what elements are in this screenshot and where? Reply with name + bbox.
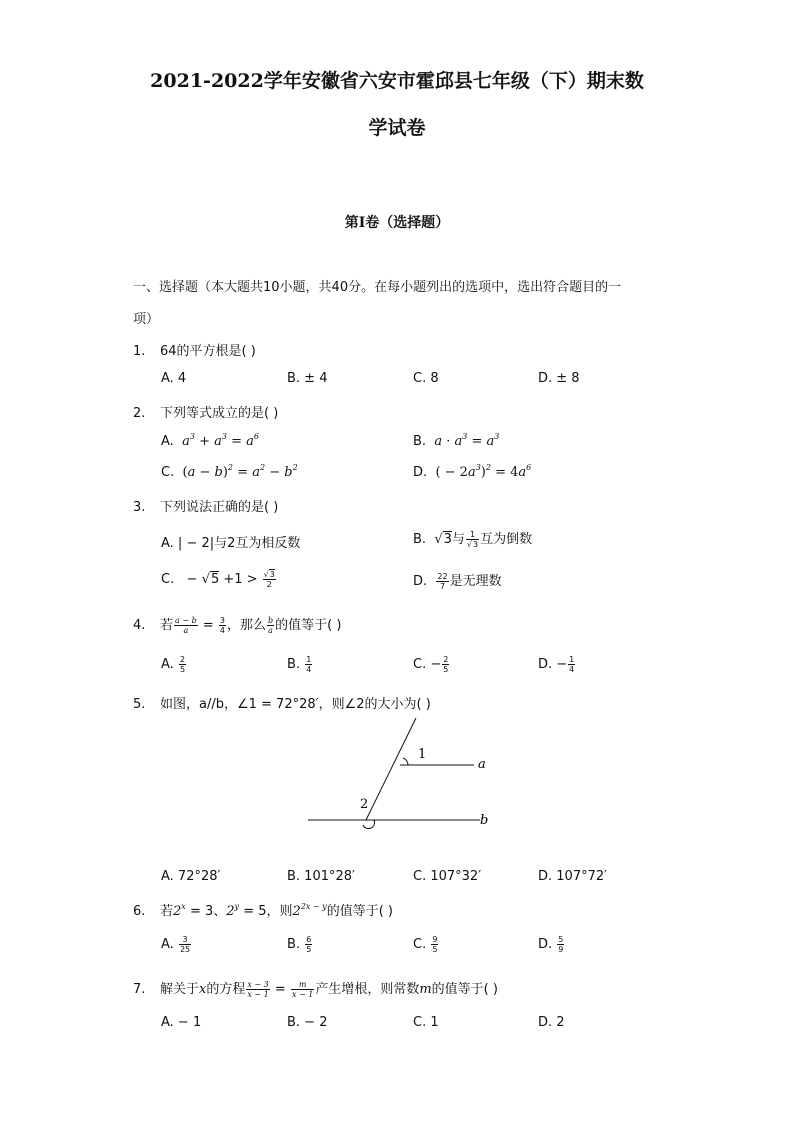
q7-option-a: A. − 1	[161, 1015, 202, 1030]
question-3	[133, 496, 278, 515]
q4-option-c: C. − $\frac{2}{5}$	[413, 655, 449, 674]
option-formula: $(a - b)^2 = a^2 - b^2$	[182, 463, 298, 480]
instructions-line-2: 项）	[133, 312, 160, 327]
angle-2-arc	[363, 820, 375, 829]
option-label: B.	[413, 434, 427, 449]
q1-option-c: C. 8	[413, 371, 439, 386]
title-line-2: 学试卷	[368, 117, 426, 139]
angle-1-arc	[403, 758, 408, 765]
q5-option-b: B. 101°28′	[287, 869, 355, 884]
q6-option-c: C. $\frac{9}{5}$	[413, 935, 438, 954]
question-number: 5.	[133, 697, 146, 712]
label-angle-2: 2	[360, 797, 369, 812]
section-instructions	[133, 272, 673, 336]
q2-option-d	[413, 463, 531, 480]
q6-option-d: D. $\frac{5}{9}$	[538, 935, 564, 954]
q1-option-a: A. 4	[161, 371, 187, 386]
q2-option-a	[161, 432, 259, 449]
question-number: 2.	[133, 406, 146, 421]
question-number: 7.	[133, 982, 146, 997]
q4-option-b: B. $\frac{1}{4}$	[287, 655, 312, 674]
q1-option-b: B. ± 4	[287, 371, 328, 386]
instructions-line-1: 一、选择题（本大题共10小题，共40分。在每小题列出的选项中，选出符合题目的一	[133, 280, 622, 295]
question-stem: 下列说法正确的是( )	[160, 500, 279, 515]
question-7: 7. 解关于x的方程 $\frac{x - 3}{x - 1}$ = $\frac{m}{x - 1}$ 产生增根，则常数m的值等于( )	[133, 980, 498, 999]
q5-option-d: D. 107°72′	[538, 869, 608, 884]
q5-option-c: C. 107°32′	[413, 869, 482, 884]
option-label: D.	[413, 465, 428, 480]
question-2	[133, 402, 278, 421]
question-stem: 下列等式成立的是( )	[160, 406, 279, 421]
option-label: A.	[161, 434, 174, 449]
option-label: B.	[413, 532, 427, 547]
option-label: C.	[161, 572, 175, 587]
section-title: 第I卷（选择题）	[344, 215, 450, 231]
label-line-a: a	[478, 757, 486, 772]
question-4: 4. 若 $\frac{a - b}{a}$ = $\frac{3}{4}$ ，那么 $\frac{b}{a}$ 的值等于( )	[133, 616, 342, 635]
q4-option-d: D. − $\frac{1}{4}$	[538, 655, 575, 674]
question-1	[133, 340, 256, 359]
question-5	[133, 693, 431, 712]
q7-option-d: D. 2	[538, 1015, 565, 1030]
option-label: C.	[161, 465, 175, 480]
question-number: 1.	[133, 344, 146, 359]
q5-option-a: A. 72°28′	[161, 869, 221, 884]
label-angle-1: 1	[418, 747, 427, 762]
q2-option-c	[161, 463, 298, 480]
q3-option-d: D. $\frac{22}{7}$ 是无理数	[413, 572, 502, 591]
q2-option-b	[413, 432, 499, 449]
question-stem: 64的平方根是( )	[160, 344, 256, 359]
title-line-1: 2021-2022学年安徽省六安市霍邱县七年级（下）期末数	[150, 70, 644, 92]
question-6: 6. 若$2^x = 3$、$2^y = 5$，则$2^{2x - y}$的值等于( )	[133, 902, 393, 919]
option-formula: $a \cdot a^3 = a^3$	[430, 432, 500, 449]
q3-option-c: C. − √5 +1 > $\frac{√3}{2}$	[161, 570, 275, 589]
q6-option-a: A. $\frac{3}{25}$	[161, 935, 191, 954]
question-number: 6.	[133, 904, 146, 919]
option-label: D.	[413, 574, 428, 589]
q1-option-d: D. ± 8	[538, 371, 580, 386]
transversal-line	[366, 718, 416, 820]
label-line-b: b	[480, 813, 489, 828]
q7-option-c: C. 1	[413, 1015, 439, 1030]
document-title	[60, 58, 734, 152]
option-formula: $a^3 + a^3 = a^6$	[177, 432, 259, 449]
q3-option-b: B. √3与 $\frac{1}{√3}$ 互为倒数	[413, 530, 533, 549]
q6-option-b: B. $\frac{6}{5}$	[287, 935, 312, 954]
q7-option-b: B. − 2	[287, 1015, 328, 1030]
option-formula: ( − $2a^3)^2 = 4a^6$	[435, 463, 532, 480]
q3-option-a: A. | − 2|与2互为相反数	[161, 536, 301, 551]
parallel-lines-figure	[300, 712, 500, 832]
q4-option-a: A. $\frac{2}{5}$	[161, 655, 186, 674]
question-number: 4.	[133, 618, 146, 633]
question-number: 3.	[133, 500, 146, 515]
question-stem: 如图，a//b，∠1 = 72°28′，则∠2的大小为( )	[160, 697, 431, 712]
